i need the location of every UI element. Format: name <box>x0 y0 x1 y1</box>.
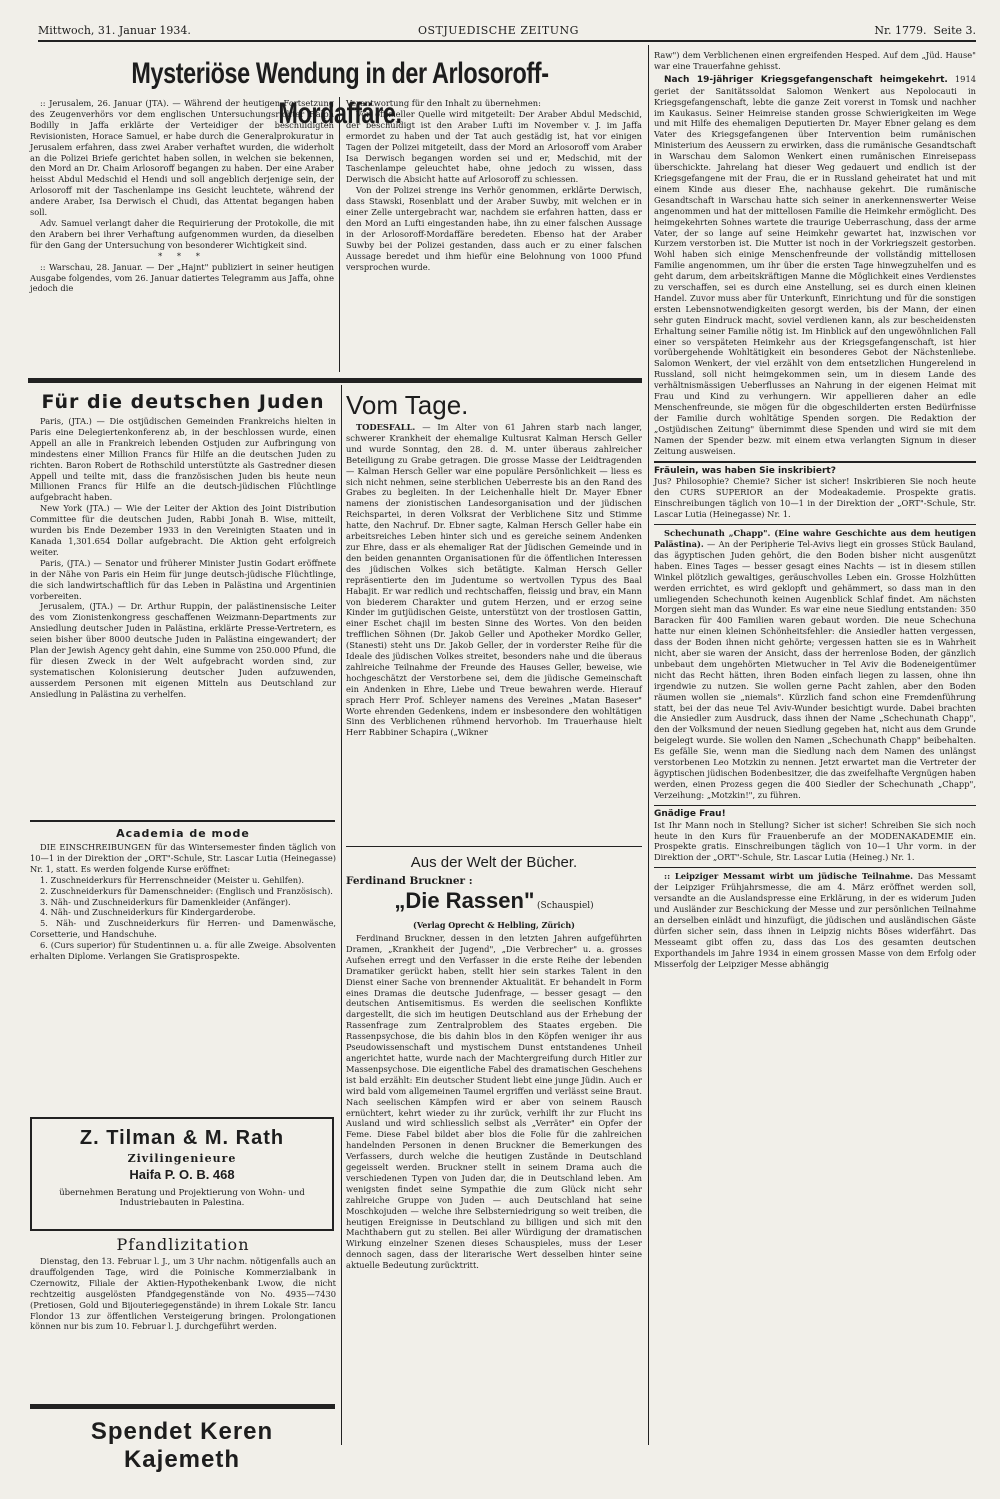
paragraph: — An der Peripherie Tel-Avivs liegt ein grosses Stück Bauland, das ägyptischen Juden gehört, die den Boden bisher nicht ausgenützt haben. Eines Tages — besser gesagt eines Nachts — ist in diesem stillen Winkel plötzlich gewaltiges, geräuschvolles Leben ein. Grosse Holzhütten werden errichtet, es wird geklopft und gehämmert, so dass man in den umliegenden Schechunoth keinen Augenblick Schlaf findet. Am nächsten Morgen sieht man das Wunder. Es war eine neue Siedlung entstanden: 350 Baracken für 400 Familien waren gebaut worden. Die neue Schechuna hatte nur einen kleinen Schönheitsfehler: die Ansiedler hatten vergessen, dass der Boden ihnen nicht gehörte; vergessen hatten sie es in Wahrheit nicht, aber sie waren der Ansicht, dass der herrenlose Boden, der gänzlich unbebaut dem ungehörten Mietwucher in Tel Aviv die Bodeneigentümer nicht das Recht hätten, ihren Boden einfach liegen zu lassen, ohne ihn irgendwie zu nutzen. Sie wollen gerne Pacht zahlen, aber den Boden räumen wollen sie „niemals". Kürzlich fand schon eine Fremdenführung statt, bei der das neue Tel Aviv-Wunder besichtigt wurde. Dabei brachten die Ansiedler zum Ausdruck, dass ihnen der Name „Schechunath Chapp", den der Volksmund der neuen Siedlung gegeben hat, nicht aus dem Grunde beigelegt wurde. Sie wollen den Namen „Schechunath Chapp" beibehalten. Es gefälle Sie, wenn man die Siedlung nach dem Namen des unlängst verstorbenen Leo Motzkin zu nennen. Jetzt erwartet man die Vertreter der ägyptischen jüdischen Bodenbesitzer, die das zweifelhafte Vergnügen haben werden, einen Prozess gegen die 400 Siedler der Schechunath „Chapp", Verzeihung: „Motzkin!", zu führen. <box>654 538 976 800</box>
ad-address: Haifa P. O. B. 468 <box>129 1167 235 1182</box>
paragraph: New York (JTA.) — Wie der Leiter der Aktion des Joint Distribution Committee für die deutschen Juden, Rabbi Jonah B. Wise, mitteilt, wurden bis Ende Dezember 1933 in den Vereinigten Staaten und in Kanada 1,301.654 Dollar aufgebracht. Die Aktion geht erfolgreich weiter. <box>30 503 336 557</box>
leipzig-headline: :: Leipziger Messamt wirbt um jüdische Teilnahme. <box>664 871 914 882</box>
vom-tage-headline: Vom Tage. <box>346 390 469 420</box>
column-divider <box>648 45 649 1445</box>
paragraph: Jus? Philosophie? Chemie? Sicher ist sicher! Inskribieren Sie noch heute den CURS SUPERIOR an der Modeakademie. Prospekte gratis. Einschreibungen täglich von 10—1 in der Direktion der „ORT"-Schule, Str. Lascar Lutia (Heinegasse) Nr. 1. <box>654 476 976 520</box>
pfand-section <box>30 1234 336 1332</box>
paragraph: Von der Polizei strenge ins Verhör genommen, erklärte Derwisch, dass Stawski, Rosenblatt und der Araber Suwby, mit welchen er in einer Zelle untergebracht war, nachdem sie erfahren hatten, dass er den Mord an Lufti eingestanden habe, ihn zu einer falschen Aussage in der Arlosoroff-Mordaffäre beredeten. Ebenso hat der Araber Suwby bei der Polizei gestanden, dass auch er zu einer falschen Aussage beredet und ihm hiefür eine Belohnung von 1000 Pfund versprochen wurde. <box>346 185 642 272</box>
paragraph: Adv. Samuel verlangt daher die Requirierung der Protokolle, die mit den Arabern bei ihrer Verhaftung aufgenommen wurden, da dieselben für den Gang der Untersuchung von besonderer Wichtigkeit sind. <box>30 217 334 250</box>
chapp-headline: Schechunath „Chapp". (Eine wahre Geschichte aus dem heutigen Palästina). <box>654 528 976 549</box>
main-article-col2 <box>346 98 642 273</box>
spendet-banner: Spendet Keren Kajemeth <box>90 1418 274 1473</box>
main-headline: Mysteriöse Wendung in der Arlosoroff-Mordaffäre. <box>131 57 549 130</box>
issue-date: Mittwoch, 31. Januar 1934. <box>38 24 191 37</box>
list-item: 4. Näh- und Zuschneiderkurs für Kindergarderobe. <box>40 907 256 918</box>
section-rule <box>30 820 335 822</box>
wenkert-headline: Nach 19-jähriger Kriegsgefangenschaft heimgekehrt. <box>664 74 948 85</box>
paragraph: :: Jerusalem, 26. Januar (JTA). — Während der heutigen Fortsetzung des Zeugenverhörs vor dem englischen Untersuchungsrichter Ralph Bodilly in Jaffa erklärte der Verteidiger der beschuldigten Revisionisten, Horace Samuel, er habe durch die Generalprokuratur in Jerusalem erfahren, dass zwei Araber verhaftet wurden, die widerholt an die Polizei Briefe gerichtet haben sollen, in welchen sie bekennen, den Mord an Dr. Chaim Arlosoroff begangen zu haben. Der eine Araber heisst Abdul Medschid el Hendi und soll angeblich derjenige sein, der Arlosoroff mit der Taschenlampe ins Gesicht leuchtete, während der andere Araber, Isa Derwisch el Chudi, das Attentat begangen haben soll. <box>30 98 334 218</box>
todesfall-label: TODESFALL. <box>356 422 416 432</box>
paragraph: Paris, (JTA.) — Senator und früherer Minister Justin Godart eröffnete in der Nähe von Paris ein Heim für junge deutsch-jüdische Flüchtlinge, die sich landwirtschaftlich für das Leben in Palästina und Argentinien vorbereiten. <box>30 557 336 601</box>
paragraph: Von offizieller Quelle wird mitgeteilt: Der Araber Abdul Medschid, der beschuldigt ist den Araber Lufti im November v. J. im Jaffa ermordet zu haben und der Tat auch gestädig ist, hat vor einigen Tagen der Polizei mitgeteilt, dass der Mord an Arlosoroff vom Araber Isa Derwisch begangen worden sei und er, Medschid, mit der Taschenlampe geleuchtet habe, ohne jedoch zu wissen, dass Derwisch die Absicht hatte auf Arlosoroff zu schiessen. <box>346 108 642 185</box>
paragraph: — Im Alter von 61 Jahren starb nach langer, schwerer Krankheit der ehemalige Kultusrat Kalman Hersch Geller und wurde Sonntag, den 28. d. M. unter überaus zahlreicher Beteiligung zu Grabe getragen. Die grosse Masse der Leidtragenden — Kalman Hersch Geller war eine populäre Persönlichkeit — liess es sich nicht nehmen, seine sterblichen Ueberreste bis an den Rand des Grabes zu begleiten. In der Leichenhalle hielt Dr. Mayer Ebner namens der zionistischen Landesorganisation und der jüdischen Reichspartei, in deren Volksrat der Verblichene Sitz und Stimme hatte, den Nachruf. Dr. Ebner sagte, Kalman Hersch Geller habe ein arbeitsreiches Leben hinter sich und es gereiche seinem Andenken zur Ehre, dass er als ehemaliger Rat der Jüdischen Gemeinde und in den beiden genannten Organisationen für die öffentlichen Interessen des jüdischen Volkes sich betätigte. Kalman Hersch Geller repräsentierte den im Judentume so wertvollen Typus des Baal Habajit. Er war redlich und rechtschaffen, fleissig und brav, ein Mann von biederem Charakter und gutem Herzen, und er erzog seine Kinder im gutjüdischen Geiste, unterstützt von der trostlosen Gattin, einer Eschet chajil im besten Sinne des Wortes. Von den beiden trefflichen Söhnen (Dr. Jakob Geller und Apotheker Mordko Geller, (Stanesti) steht uns Dr. Jakob Geller, der in vorderster Reihe für die Ideale des jüdischen Volkes streitet, besonders nahe und die überaus zahlreiche Teilnahme der Freunde des Hauses Geller, beweise, wie hochgeschätzt der Verstorbene sei, dem die jüdische Gemeinschaft ein Andenken in Ehre, Liebe und Treue bewahren werde. Hierauf sprach Herr Prof. Schleyer namens des Vereines „Matan Baseser" Worte ehrenden Gedenkens, indem er insbesondere den wohltätigen Sinn des Verblichenen rühmend hervorhob. Im Trauerhause hielt Herr Rabbiner Schapira („Wikner <box>346 422 642 738</box>
ad-profession: Zivilingenieure <box>127 1152 237 1165</box>
juden-headline: Für die deutschen Juden <box>41 391 325 413</box>
pfand-headline: Pfandlizitation <box>116 1235 250 1254</box>
buecher-headline: Aus der Welt der Bücher. <box>410 854 578 871</box>
section-rule <box>654 805 976 806</box>
ad-firm: Z. Tilman & M. Rath <box>79 1127 285 1149</box>
paragraph: Raw") dem Verblichenen einen ergreifenden Hesped. Auf dem „Jüd. Hause" war eine Trauerfahne gehisst. <box>654 50 976 71</box>
buecher-author: Ferdinand Bruckner : <box>346 875 473 887</box>
paragraph: Das Messamt der Leipziger Frühjahrsmesse, die am 4. März eröffnet werden soll, versandte an die Auslandspresse eine Erklärung, in der es widerum Juden und Ausländer zur Beschickung der Messe und zur persönlichen Teilnahme an derselben einlädt und hinzufügt, die jüdischen und ausländischen Gäste dürfen sicher sein, dass ihnen in Leipzig nichts Böses widerfährt. Das Messeamt gibt offen zu, dass das Los des gesamten deutschen Exporthandels im Jahre 1934 in einem grossen Masse von dem Erfolg oder Misserfolg der Leipziger Messe abhängig <box>654 871 976 969</box>
paragraph: Ist Ihr Mann noch in Stellung? Sicher ist sicher! Schreiben Sie sich noch heute in den Kurs für Frauenberufe an der MODENAKADEMIE ein. Prospekte gratis. Einschreibungen täglich von 10—1 Uhr vorm. in der Direktion der „ORT"-Schule, Str. Lascar Lutia (Heineg.) Nr. 1. <box>654 819 976 863</box>
fraeulein-headline: Fräulein, was haben Sie inskribiert? <box>654 465 836 476</box>
column-divider <box>339 97 340 372</box>
right-column <box>654 50 976 969</box>
tilman-ad <box>30 1117 334 1231</box>
vom-tage-section <box>346 388 642 738</box>
paragraph: DIE EINSCHREIBUNGEN für das Wintersemester finden täglich von 10—1 in der Direktion der „ORT"-Schule, Str. Lascar Lutia (Heinegasse) Nr. 1, statt. Es werden folgende Kurse eröffnet: <box>30 842 336 874</box>
section-rule <box>654 867 976 868</box>
list-item: 1. Zuschneiderkurs für Herrenschneider (Meister u. Gehilfen). <box>40 874 304 885</box>
section-rule <box>30 1404 335 1409</box>
issue-number: Nr. 1779. Seite 3. <box>874 24 976 37</box>
buecher-section <box>346 852 642 1271</box>
paragraph: Jerusalem, (JTA.) — Dr. Arthur Ruppin, der palästinensische Leiter des vom Zionistenkongress geschaffenen Weizmann-Departments zur Ansiedlung deutscher Juden in Palästina, erklärte Presse-Vertretern, es seien bisher über 8000 deutsche Juden in Palästina eingewandert; der Plan der Jewish Agency geht dahin, eine Summe von 250.000 Pfund, die für diesen Zweck in der Welt aufgebracht worden sind, zur systematischen Kolonisierung deutscher Juden aufzuwenden, ausserdem Personen mit eigenen Mitteln aus Deutschland zur Ansiedlung in Palästina zu verhelfen. <box>30 601 336 699</box>
list-item: 2. Zuschneiderkurs für Damenschneider: (Englisch und Französisch). <box>40 885 333 896</box>
column-divider <box>341 385 342 1445</box>
buecher-publisher: (Verlag Oprecht & Helbling, Zürich) <box>413 920 575 930</box>
juden-section <box>30 388 336 700</box>
paragraph: Ferdinand Bruckner, dessen in den letzten Jahren aufgeführten Dramen, „Krankheit der Jugend", „Die Verbrecher" u. a. grosses Aufsehen erregt und den Verfasser in die erste Reihe der lebenden Dramatiker gerückt haben, stellt hier sein starkes Talent in den Dienst einer Sache von brennender Aktualität. Er behandelt in Form eines Dramas die deutsche Judenfrage, — besser gesagt — den deutschen Antisemitismus. Es werden die seelischen Konflikte dargestellt, die sich im heutigen Deutschland aus der Erhebung der Rassenfrage zum Zentralproblem des Staates ergeben. Die Rassenpsychose, die bis dahin blos in den Köpfen weniger ihr aus Pseudowissenschaft und mystischem Dunst entstandenes Unheil angerichtet hatte, wurde nach der Machtergreifung durch Hitler zur Massenpsychose. Die eigentliche Fabel des dramatischen Geschehens ist bald erzählt: Ein deutscher Student liebt eine junge Jüdin. Auch er wird bald vom allgemeinen Taumel ergriffen und verlässt seine Braut. Nach seelischen Kämpfen wird er aber von seinem Rausch ernüchtert, kehrt wieder zu ihr zurück, verhilft ihr zur Flucht ins Ausland und wird schliesslich selbst als „Verräter" ein Opfer der Feme. Diese Fabel bildet aber blos die Folie für die zahlreichen handelnden Personen in denen Bruckner die Bemerkungen des Verfassers, durch welche die heutigen Zustände in Deutschland gegeisselt werden. Bruckner stellt in seinem Drama auch die verschiedenen Typen von Juden dar, die in Deutschland leben. Am wenigsten findet seine Sympathie die zum Glück nicht sehr zahlreiche Gruppe von Juden — auch Deutschland hat seine Moschkojuden — welche ihre Selbsterniedrigung so weit treiben, die heutigen Ereignisse in Deutschland zu billigen und sich mit den Machthabern gut zu stellen. Bei aller Würdigung der dramatischen Wirkung einzelner Szenen dieses Schauspieles, muss der Leser dennoch sagen, dass der literarische Wert desselben hinter seine aktuelle Bedeutung zurücktritt. <box>346 933 642 1271</box>
gnaedige-headline: Gnädige Frau! <box>654 808 726 819</box>
academia-headline: Academia de mode <box>116 827 250 840</box>
paragraph: 1914 geriet der Sanitätssoldat Salomon Wenkert aus Nepolocauti in Kriegsgefangenschaft, lebte die ganze Zeit vorerst in Tomsk und nachher im Kaukasus. Seiner Heimreise standen grosse Schwierigkeiten im Wege und mit Hilfe des ehemaligen Deputierten Dr. Mayer Ebner gelang es dem Vater des Kriegsgefangenen über Intervention beim rumänischen Ministerium des Aeussern zu erwirken, dass die rumänische Gesandtschaft in Warschau dem Salomon Wenkert einen rumänischen Einreisepass überschickte. Jahrelang hat dieser Weg gedauert und endlich ist der Kriegsgefangene mit der Frau, die er in Russland geheiratet hat und mit einem Kinde aus dieser Ehe, nachhause gekehrt. Die rumänische Gesandtschaft in Warschau hatte sich seiner in anerkennenswerter Weise angenommen und hat der mittellosen Familie die Heimkehr ermöglicht. Des heimgekehrten Sohnes wartete die traurige Ueberraschung, dass der arme Vater, der so lange auf seine Heimkehr gewartet hat, inzwischen vor Kurzem verstorben ist. Die Mutter ist noch in der Vorkriegszeit gestorben. Wohl haben sich einige Menschenfreunde der vollständig mittellosen Familie angenommen, um ihr über die ersten Tage hinwegzuhelfen und es geht darum, dem arbeitskräftigen Manne die Möglichkeit eines Verdienstes zu verschaffen, sei es durch eine Anstellung, sei es durch einen kleinen Handel. Zuvor muss aber für Unterkunft, Einrichtung und für die sonstigen ersten Lebensnotwendigkeiten gesorgt werden, bis der Mann, der einen sehr guten Eindruck macht, soviel verdienen kann, als zur bescheidensten Erhaltung seiner Familie nötig ist. Im Hinblick auf den ungewöhnlichen Fall einer so verspäteten Heimkehr aus der Kriegsgefangenschaft, ist hier vorübergehende Wohltätigkeit ein besonderes Gebot der Nächstenliebe. Salomon Wenkert, der viel erzählt von dem entsetzlichen Hungerelend in Russland, soll nicht heimgekommen sein, um in diesem Lande des verhältnismässigen Ueberflusses an Nahrung in der eigenen Heimat mit Frau und Kind zu verhungern. Wir appellieren daher an edle Menschenfreunde, sie mögen für die obgeschilderten ersten Bedürfnisse der Familie durch wohltätige Spenden sorgen. Die Redaktion der „Ostjüdischen Zeitung" übernimmt diese Spenden und wird sie mit dem Namen der Spender bezw. mit einem etwa verlangten Signum in dieser Zeitung ausweisen. <box>654 73 977 456</box>
list-item: 6. (Curs superior) für Studentinnen u. a. für alle Zweige. Absolventen erhalten Diplome. Verlangen Sie Gratisprospekte. <box>30 940 336 962</box>
main-article-col1 <box>30 98 334 294</box>
list-item: 3. Näh- und Zuschneiderkurs für Damenkleider (Anfänger). <box>40 896 291 907</box>
separator-stars: * * * <box>158 250 206 261</box>
section-rule <box>346 846 642 847</box>
buecher-genre: (Schauspiel) <box>537 901 594 911</box>
paragraph: Paris, (JTA.) — Die ostjüdischen Gemeinden Frankreichs hielten in Paris eine Delegiertenkonferenz ab, in der beschlossen wurde, einen Appell an alle in Frankreich lebenden Ostjuden zur Aufbringung von mindestens einer Million Francs für Hilfe an die deutschen Juden zu richten. Baron Robert de Rothschild unterstützte als Gastredner diesen Appell und teilte mit, dass die französischen Juden bis heute neun Millionen Francs für Hilfe an die deutsch-jüdischen Flüchtlinge aufgebracht haben. <box>30 416 336 503</box>
paragraph: Verantwortung für den Inhalt zu übernehmen: <box>346 98 541 108</box>
paragraph: Dienstag, den 13. Februar l. J., um 3 Uhr nachm. nötigenfalls auch an drauffolgenden Tage, wird die Poinische Kommerzialbank in Czernowitz, Filiale der Aktien-Hypothekenbank Lwow, die nicht rechtzeitig ausgelösten Pfandgegenstände von No. 4935—7430 (Pretiosen, Gold und Bijouteriegegenstände) in ihrem Lokale Str. Iancu Flondor 13 zur öffentlichen Versteigerung bringen. Prolongationen können nur bis zum 10. Februar l. J. durchgeführt werden. <box>30 1256 336 1332</box>
newspaper-name: OSTJUEDISCHE ZEITUNG <box>418 24 579 37</box>
academia-section <box>30 826 336 962</box>
buecher-title: „Die Rassen" <box>394 888 535 913</box>
section-rule <box>654 461 976 463</box>
header-rule <box>38 40 976 42</box>
ad-text: übernehmen Beratung und Projektierung von Wohn- und Industriebauten in Palestina. <box>59 1188 305 1208</box>
section-rule <box>654 524 976 525</box>
paragraph: :: Warschau, 28. Januar. — Der „Hajnt" publiziert in seiner heutigen Ausgabe folgendes, vom 26. Januar datiertes Telegramm aus Jaffa, ohne jedoch die <box>30 261 334 294</box>
section-rule <box>28 378 642 383</box>
list-item: 5. Näh- und Zuschneiderkurs für Herren- und Damenwäsche, Corsetterie, und Handschuhe. <box>30 918 336 940</box>
